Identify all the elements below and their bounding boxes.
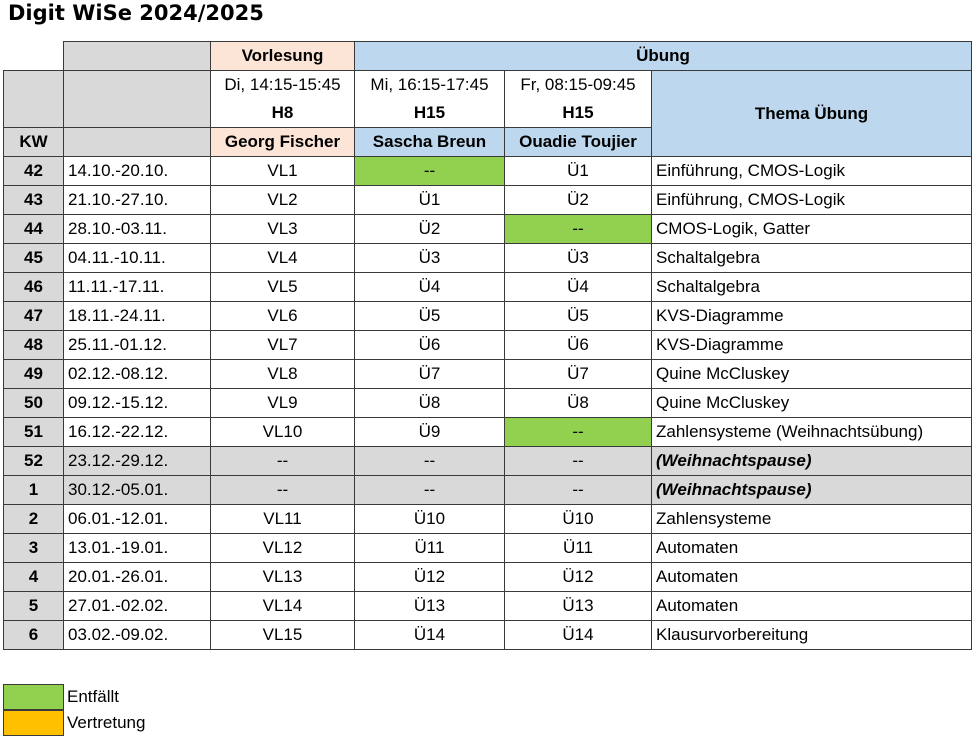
kw-cell: 3: [4, 534, 64, 563]
table-row: [4, 302, 972, 331]
vl-cell: VL14: [211, 592, 355, 621]
page-title: Digit WiSe 2024/2025: [8, 1, 264, 25]
header-vl-person: Georg Fischer: [211, 128, 355, 157]
header-ue1-person: Sascha Breun: [355, 128, 505, 157]
ue2-cell: --: [505, 447, 652, 476]
dates-cell: 18.11.-24.11.: [64, 302, 211, 331]
ue1-cell: Ü11: [355, 534, 505, 563]
ue1-cell: --: [355, 476, 505, 505]
vl-cell: VL10: [211, 418, 355, 447]
thema-cell: Einführung, CMOS-Logik: [652, 186, 972, 215]
dates-cell: 27.01.-02.02.: [64, 592, 211, 621]
thema-cell: (Weihnachtspause): [652, 476, 972, 505]
thema-cell: Schaltalgebra: [652, 244, 972, 273]
ue1-cell: Ü12: [355, 563, 505, 592]
thema-cell: Automaten: [652, 534, 972, 563]
vl-cell: VL12: [211, 534, 355, 563]
dates-cell: 23.12.-29.12.: [64, 447, 211, 476]
dates-cell: 28.10.-03.11.: [64, 215, 211, 244]
ue1-cell: Ü1: [355, 186, 505, 215]
table-row: [4, 157, 972, 186]
header-dates-blank-2: [64, 71, 211, 128]
table-row: [4, 331, 972, 360]
ue2-cell: Ü2: [505, 186, 652, 215]
header-ue2-room: H15: [505, 99, 652, 128]
legend-item: [3, 710, 145, 736]
vl-cell: VL8: [211, 360, 355, 389]
ue2-cell: Ü12: [505, 563, 652, 592]
ue2-cell: --: [505, 418, 652, 447]
ue1-cell: Ü4: [355, 273, 505, 302]
header-ue1-time: Mi, 16:15-17:45: [355, 71, 505, 100]
thema-cell: Automaten: [652, 592, 972, 621]
vl-cell: --: [211, 447, 355, 476]
header-kw: KW: [4, 128, 64, 157]
ue1-cell: Ü14: [355, 621, 505, 650]
ue2-cell: Ü5: [505, 302, 652, 331]
ue2-cell: Ü8: [505, 389, 652, 418]
header-kw-blank: [4, 71, 64, 128]
table-row: [4, 418, 972, 447]
kw-cell: 43: [4, 186, 64, 215]
ue1-cell: Ü3: [355, 244, 505, 273]
table-row: [4, 476, 972, 505]
ue2-cell: Ü3: [505, 244, 652, 273]
table-row: [4, 244, 972, 273]
table-row: [4, 389, 972, 418]
table-row: [4, 360, 972, 389]
thema-cell: Quine McCluskey: [652, 389, 972, 418]
kw-cell: 44: [4, 215, 64, 244]
header-thema: Thema Übung: [652, 71, 972, 157]
ue2-cell: Ü6: [505, 331, 652, 360]
legend-swatch: [3, 710, 64, 736]
dates-cell: 11.11.-17.11.: [64, 273, 211, 302]
ue2-cell: Ü11: [505, 534, 652, 563]
kw-cell: 4: [4, 563, 64, 592]
vl-cell: VL13: [211, 563, 355, 592]
dates-cell: 16.12.-22.12.: [64, 418, 211, 447]
table-row: [4, 621, 972, 650]
ue2-cell: Ü14: [505, 621, 652, 650]
schedule-table: [3, 41, 972, 650]
vl-cell: VL2: [211, 186, 355, 215]
ue1-cell: --: [355, 447, 505, 476]
dates-cell: 20.01.-26.01.: [64, 563, 211, 592]
dates-cell: 04.11.-10.11.: [64, 244, 211, 273]
dates-cell: 06.01.-12.01.: [64, 505, 211, 534]
header-row-group: [4, 42, 972, 71]
ue1-cell: Ü10: [355, 505, 505, 534]
header-ue2-time: Fr, 08:15-09:45: [505, 71, 652, 100]
ue1-cell: Ü2: [355, 215, 505, 244]
legend-swatch: [3, 684, 64, 710]
thema-cell: (Weihnachtspause): [652, 447, 972, 476]
header-uebung: Übung: [355, 42, 972, 71]
kw-cell: 49: [4, 360, 64, 389]
vl-cell: VL7: [211, 331, 355, 360]
kw-cell: 50: [4, 389, 64, 418]
vl-cell: VL4: [211, 244, 355, 273]
vl-cell: VL5: [211, 273, 355, 302]
ue2-cell: Ü4: [505, 273, 652, 302]
header-dates-blank: [64, 42, 211, 71]
thema-cell: Zahlensysteme: [652, 505, 972, 534]
table-row: [4, 505, 972, 534]
vl-cell: VL11: [211, 505, 355, 534]
table-row: [4, 447, 972, 476]
dates-cell: 21.10.-27.10.: [64, 186, 211, 215]
ue2-cell: Ü1: [505, 157, 652, 186]
thema-cell: KVS-Diagramme: [652, 331, 972, 360]
thema-cell: KVS-Diagramme: [652, 302, 972, 331]
header-blank-cell: [4, 42, 64, 71]
kw-cell: 47: [4, 302, 64, 331]
kw-cell: 45: [4, 244, 64, 273]
table-row: [4, 273, 972, 302]
kw-cell: 42: [4, 157, 64, 186]
legend-label: Entfällt: [67, 687, 119, 706]
thema-cell: CMOS-Logik, Gatter: [652, 215, 972, 244]
table-row: [4, 592, 972, 621]
dates-cell: 13.01.-19.01.: [64, 534, 211, 563]
kw-cell: 6: [4, 621, 64, 650]
ue2-cell: --: [505, 476, 652, 505]
ue1-cell: Ü13: [355, 592, 505, 621]
ue1-cell: Ü5: [355, 302, 505, 331]
vl-cell: --: [211, 476, 355, 505]
thema-cell: Zahlensysteme (Weihnachtsübung): [652, 418, 972, 447]
dates-cell: 02.12.-08.12.: [64, 360, 211, 389]
dates-cell: 03.02.-09.02.: [64, 621, 211, 650]
header-row-time: [4, 71, 972, 100]
header-vl-room: H8: [211, 99, 355, 128]
dates-cell: 30.12.-05.01.: [64, 476, 211, 505]
table-row: [4, 563, 972, 592]
kw-cell: 2: [4, 505, 64, 534]
table-row: [4, 186, 972, 215]
kw-cell: 5: [4, 592, 64, 621]
header-dates-blank-3: [64, 128, 211, 157]
dates-cell: 14.10.-20.10.: [64, 157, 211, 186]
ue1-cell: Ü9: [355, 418, 505, 447]
legend-label: Vertretung: [67, 713, 146, 732]
ue2-cell: Ü7: [505, 360, 652, 389]
thema-cell: Einführung, CMOS-Logik: [652, 157, 972, 186]
legend-item: [3, 684, 119, 710]
ue1-cell: --: [355, 157, 505, 186]
dates-cell: 25.11.-01.12.: [64, 331, 211, 360]
ue2-cell: Ü10: [505, 505, 652, 534]
vl-cell: VL6: [211, 302, 355, 331]
vl-cell: VL1: [211, 157, 355, 186]
ue1-cell: Ü6: [355, 331, 505, 360]
table-row: [4, 534, 972, 563]
ue1-cell: Ü8: [355, 389, 505, 418]
ue2-cell: Ü13: [505, 592, 652, 621]
vl-cell: VL3: [211, 215, 355, 244]
kw-cell: 51: [4, 418, 64, 447]
header-ue2-person: Ouadie Toujier: [505, 128, 652, 157]
thema-cell: Klausurvorbereitung: [652, 621, 972, 650]
ue1-cell: Ü7: [355, 360, 505, 389]
dates-cell: 09.12.-15.12.: [64, 389, 211, 418]
vl-cell: VL15: [211, 621, 355, 650]
kw-cell: 52: [4, 447, 64, 476]
header-vl-time: Di, 14:15-15:45: [211, 71, 355, 100]
table-row: [4, 215, 972, 244]
kw-cell: 1: [4, 476, 64, 505]
thema-cell: Automaten: [652, 563, 972, 592]
vl-cell: VL9: [211, 389, 355, 418]
header-ue1-room: H15: [355, 99, 505, 128]
thema-cell: Quine McCluskey: [652, 360, 972, 389]
ue2-cell: --: [505, 215, 652, 244]
kw-cell: 46: [4, 273, 64, 302]
thema-cell: Schaltalgebra: [652, 273, 972, 302]
header-vorlesung: Vorlesung: [211, 42, 355, 71]
kw-cell: 48: [4, 331, 64, 360]
